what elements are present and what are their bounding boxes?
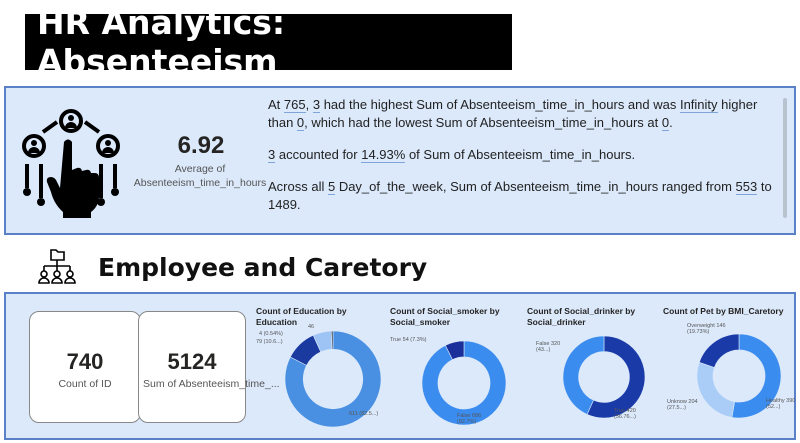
chart-title: Count of Social_drinker by Social_drinker <box>527 306 636 327</box>
card-label: Sum of Absenteeism_time_... <box>143 378 280 390</box>
card-value: 5124 <box>167 349 217 374</box>
chart-title: Count of Education by Education <box>256 306 347 327</box>
data-label: True 54 (7.3%) <box>390 337 427 343</box>
data-label: 611 (82.5...) <box>349 411 379 417</box>
social-drinker-donut-chart[interactable] <box>527 294 651 440</box>
kpi-average-label: Average of Absenteeism_time_in_hours <box>133 163 267 189</box>
narrative-scrollbar[interactable] <box>783 98 787 218</box>
kpi-average-value: 6.92 <box>177 132 225 159</box>
donut-slice-overweight[interactable] <box>699 334 739 368</box>
narrative-paragraph: 3 accounted for 14.93% of Sum of Absenteeism_time_in_hours. <box>268 147 636 162</box>
narrative-value: 0 <box>296 115 305 130</box>
social-smoker-donut-chart[interactable] <box>390 294 510 440</box>
card-label: Count of ID <box>58 378 112 390</box>
narrative-value: 5 <box>327 179 336 194</box>
hr-touch-icon <box>19 108 123 216</box>
card-value: 740 <box>66 349 104 374</box>
data-label: 46 <box>308 324 315 330</box>
narrative-value: 765 <box>283 97 306 112</box>
data-label: 4 (0.54%) <box>259 331 283 337</box>
narrative-value: Infinity <box>679 97 718 112</box>
data-label: Overweight 146 (19.73%) <box>687 323 726 335</box>
data-label: False 320 (43...) <box>536 341 561 353</box>
chart-title: Count of Pet by BMI_Caretory <box>663 306 784 316</box>
page-title: HR Analytics: Absenteeism <box>25 14 512 70</box>
education-donut-chart[interactable] <box>256 294 384 440</box>
narrative-value: 3 <box>312 97 321 112</box>
summary-panel <box>4 86 796 235</box>
data-label: True 420 (56.76...) <box>614 408 637 420</box>
narrative-value: 0 <box>661 115 670 130</box>
data-label: False 686 (92.7%) <box>457 413 482 425</box>
data-label: Healthy 390 (52...) <box>766 398 796 410</box>
pet-bmi-donut-chart[interactable] <box>663 294 796 440</box>
narrative-paragraph: At 765, 3 had the highest Sum of Absenteeism_time_in_hours and was Infinity higher than 0, which had the lowest Sum of Absenteeism_time_in_hours at 0. <box>268 97 758 130</box>
employee-panel <box>4 292 796 440</box>
chart-title: Count of Social_smoker by Social_smoker <box>390 306 500 327</box>
narrative-value: 553 <box>735 179 758 194</box>
narrative-value: 14.93% <box>361 147 406 162</box>
narrative-paragraph: Across all 5 Day_of_the_week, Sum of Absenteeism_time_in_hours ranged from 553 to 1489. <box>268 179 772 212</box>
narrative-value: 3 <box>268 147 276 162</box>
hierarchy-icon <box>37 248 77 286</box>
data-label: 79 (10.6...) <box>256 339 283 345</box>
data-label: Unknow 204 (27.5...) <box>667 399 698 411</box>
kpi-card-count-id[interactable] <box>29 311 141 423</box>
donut-slice-4[interactable] <box>331 331 333 349</box>
section-heading: Employee and Caretory <box>98 253 428 282</box>
smart-narrative <box>268 96 782 228</box>
